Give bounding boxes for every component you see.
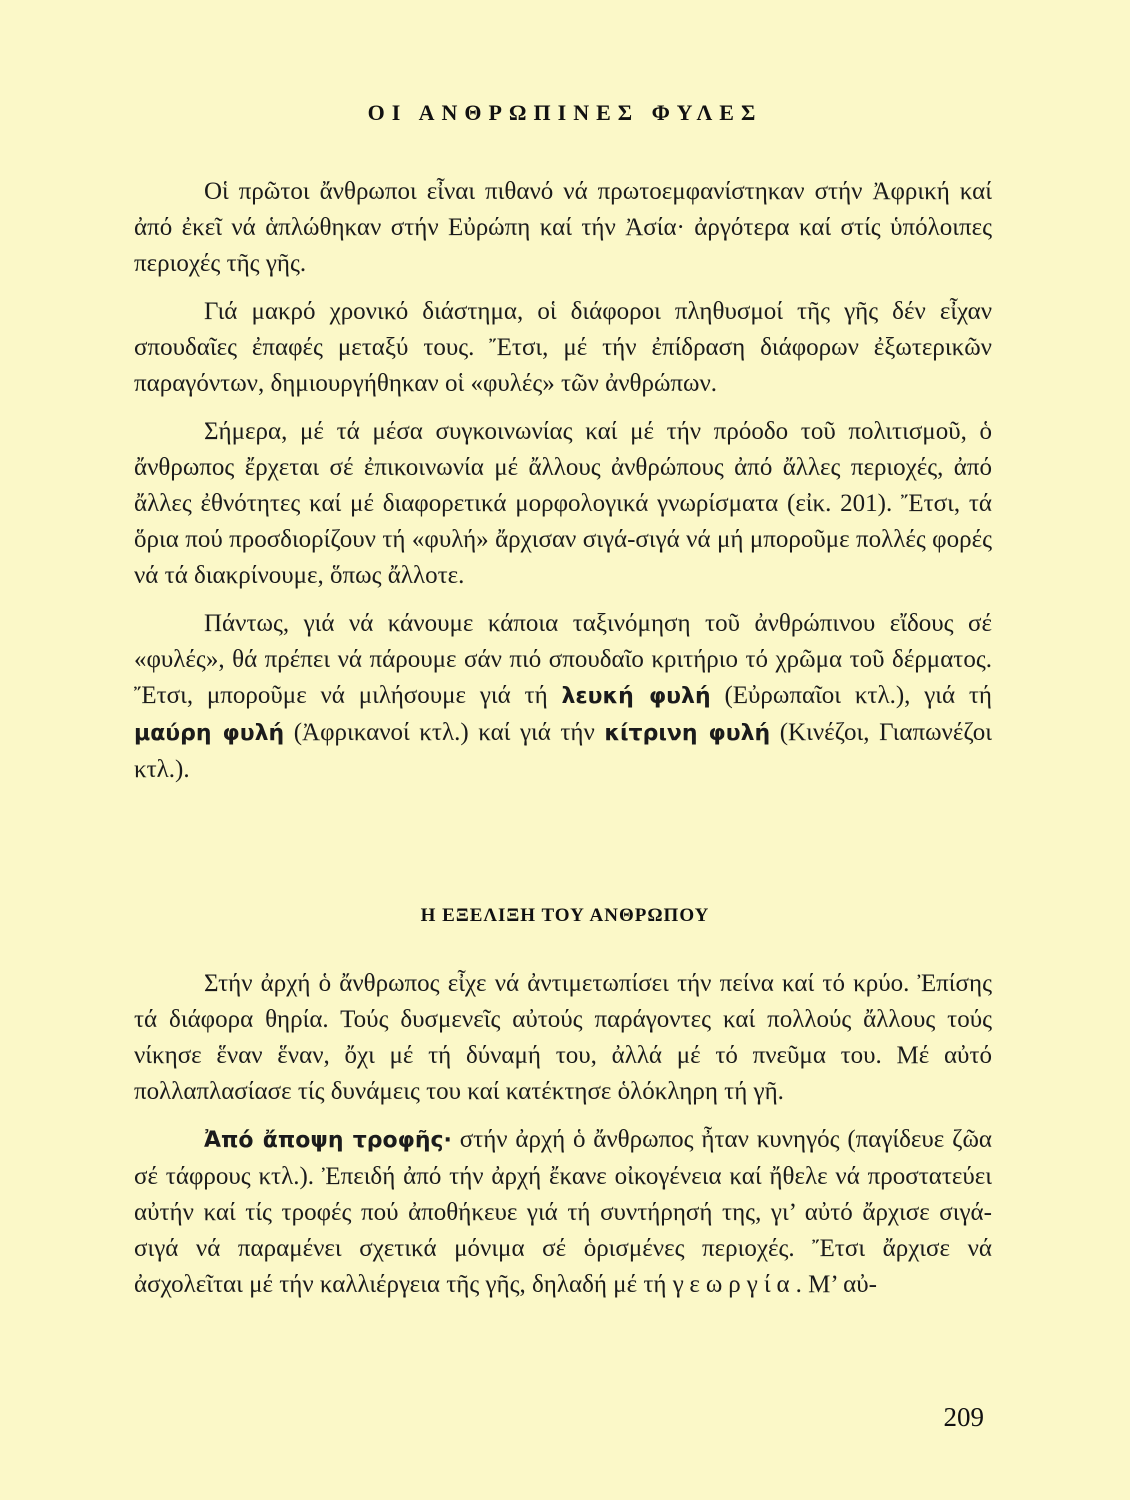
- page-number: 209: [943, 1402, 984, 1432]
- text-run: (Εὐρωπαῖοι κτλ.), γιά τή: [710, 682, 992, 709]
- section-title-human-races: ΟΙ ΑΝΘΡΩΠΙΝΕΣ ΦΥΛΕΣ: [367, 100, 763, 125]
- bold-term-black-race: μαύρη φυλή: [134, 721, 285, 746]
- bold-lead-food: Ἀπό ἄποψη τροφῆς·: [204, 1128, 452, 1153]
- section-body-human-evolution: [134, 966, 992, 1315]
- section-title-human-evolution: Η ΕΞΕΛΙΞΗ ΤΟΥ ΑΝΘΡΩΠΟΥ: [420, 905, 710, 926]
- paragraph: Στήν ἀρχή ὁ ἄνθρωπος εἶχε νά ἀντιμετωπίσει τήν πείνα καί τό κρύο. Ἐπίσης τά διάφορα θηρία. Τούς δυσμενεῖς αὐτούς παράγοντες καί πολλούς ἄλλους τούς νίκησε ἕναν ἕναν, ὄχι μέ τή δύναμή του, ἀλλά μέ τό πνεῦμα του. Μέ αὐτό πολλαπλασίασε τίς δυνάμεις του καί κατέκτησε ὁλόκληρη τή γῆ.: [134, 970, 992, 1105]
- paragraph: Οἱ πρῶτοι ἄνθρωποι εἶναι πιθανό νά πρωτοεμφανίστηκαν στήν Ἀφρική καί ἀπό ἐκεῖ νά ἁπλώθηκαν στήν Εὐρώπη καί τήν Ἀσία· ἀργότερα καί στίς ὑπόλοιπες περιοχές τῆς γῆς.: [134, 178, 992, 277]
- text-run: Πάντως, γιά νά κάνουμε κάποια ταξινόμηση τοῦ ἀνθρώπινου εἴδους σέ «φυλές», θά πρέπει νά πάρουμε σάν πιό σπουδαῖο κριτήριο τό χρῶμα τοῦ δέρματος. Ἔτσι, μποροῦμε νά μιλήσουμε γιά τή: [134, 610, 992, 709]
- section-body-human-races: [134, 174, 992, 800]
- text-run: (Κινέζοι, Γιαπωνέζοι κτλ.).: [134, 719, 993, 783]
- paragraph: [134, 1122, 992, 1303]
- bold-term-yellow-race: κίτρινη φυλή: [604, 721, 771, 746]
- paragraph: Γιά μακρό χρονικό διάστημα, οἱ διάφοροι πληθυσμοί τῆς γῆς δέν εἶχαν σπουδαῖες ἐπαφές μεταξύ τους. Ἔτσι, μέ τήν ἐπίδραση διάφορων ἐξωτερικῶν παραγόντων, δημιουργήθηκαν οἱ «φυλές» τῶν ἀνθρώπων.: [134, 298, 992, 397]
- paragraph: Σήμερα, μέ τά μέσα συγκοινωνίας καί μέ τήν πρόοδο τοῦ πολιτισμοῦ, ὁ ἄνθρωπος ἔρχεται σέ ἐπικοινωνία μέ ἄλλους ἀνθρώπους ἀπό ἄλλες περιοχές, ἀπό ἄλλες ἐθνότητες καί μέ διαφορετικά μορφολογικά γνωρίσματα (εἰκ. 201). Ἔτσι, τά ὅρια πού προσδιορίζουν τή «φυλή» ἄρχισαν σιγά-σιγά νά μή μποροῦμε πολλές φορές νά τά διακρίνουμε, ὅπως ἄλλοτε.: [134, 418, 992, 589]
- spaced-term-agriculture: γεωργία: [672, 1271, 796, 1298]
- paragraph: [134, 606, 992, 788]
- text-run: (Ἀφρικανοί κτλ.) καί γιά τήν: [284, 719, 605, 746]
- text-run: στήν ἀρχή ὁ ἄνθρωπος ἦταν κυνηγός (παγίδευε ζῶα σέ τάφρους κτλ.). Ἐπειδή ἀπό τήν ἀρχή ἔκανε οἰκογένεια καί ἤθελε νά προστατεύει αὐτήν καί τίς τροφές πού ἀποθήκευε γιά τή συντήρησή της, γι’ αὐτό ἄρχισε σιγά-σιγά νά παραμένει σχετικά μόνιμα σέ ὁρισμένες περιοχές. Ἔτσι ἄρχισε νά ἀσχολεῖται μέ τήν καλλιέργεια τῆς γῆς, δηλαδή μέ τή: [134, 1126, 992, 1298]
- bold-term-white-race: λευκή φυλή: [561, 684, 711, 709]
- text-run: . Μ’ αὐ-: [795, 1271, 877, 1298]
